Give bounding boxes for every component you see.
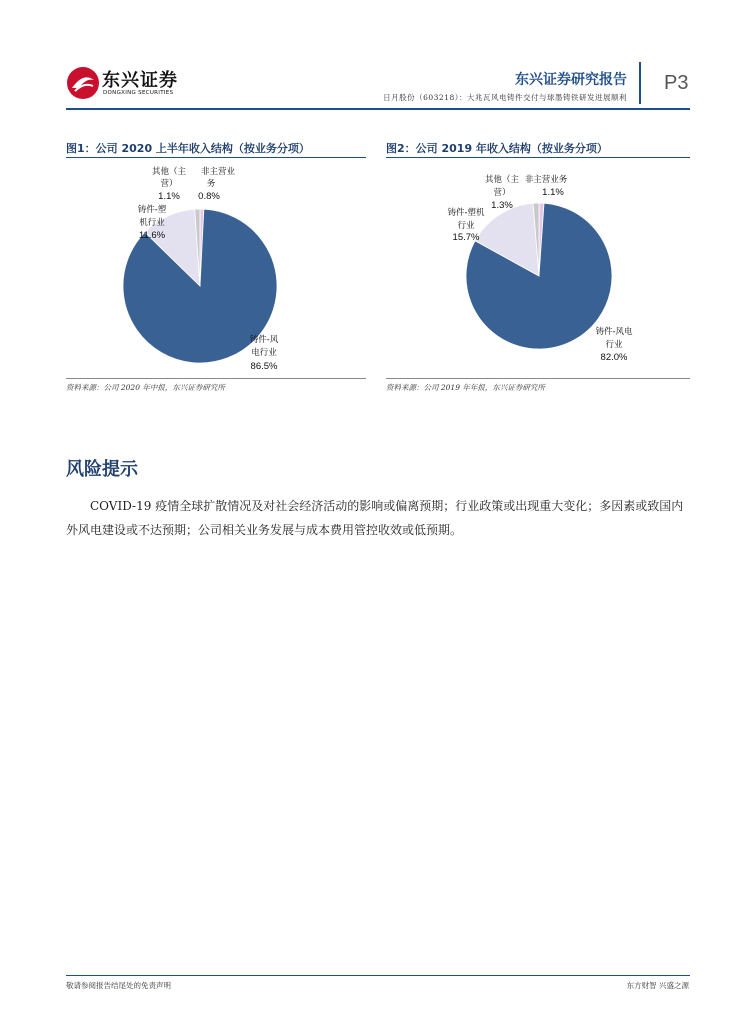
- figure-1-label-wind-line2: 电行业: [251, 348, 277, 358]
- figure-2-label-plastic-line2: 行业: [457, 221, 475, 231]
- footer-disclaimer: 敬请参阅报告结尾处的免责声明: [66, 981, 171, 990]
- figure-2-label-wind-line1: 铸件-风电: [595, 327, 633, 337]
- figure-2-caption: 图2：公司 2019 年收入结构（按业务分项）: [386, 142, 608, 155]
- figure-2-label-other-main-line1: 其他（主: [484, 175, 519, 185]
- figure-1-label-other-non-line2: 务: [206, 179, 216, 189]
- figure-1-label-plastic-line1: 铸件-塑: [137, 205, 167, 215]
- figure-2-bottom-rule: [386, 378, 690, 379]
- page-number: P3: [664, 72, 689, 94]
- figure-2-top-rule: [386, 157, 690, 158]
- figure-2-value-other-non: 1.1%: [542, 187, 564, 198]
- figure-2-value-other-main: 1.3%: [491, 200, 513, 211]
- figure-2-label-other-non: 非主营业务: [524, 175, 568, 185]
- footer-rule: [66, 975, 690, 976]
- logo-emblem-icon: [66, 66, 100, 100]
- section-title: 风险提示: [66, 459, 138, 480]
- footer-slogan: 东方财智 兴盛之源: [626, 981, 689, 990]
- figure-2-label-other-main-line2: 营）: [493, 188, 511, 198]
- figure-1-top-rule: [66, 157, 366, 158]
- section-paragraph: COVID-19 疫情全球扩散情况及对社会经济活动的影响或偏离预期；行业政策或出现重大变化；多因素或致国内外风电建设或不达预期；公司相关业务发展与成本费用管控收效或低预期。: [66, 499, 684, 537]
- report-brand-title: 东兴证券研究报告: [515, 72, 627, 88]
- logo-text: 东兴证券: [102, 70, 178, 91]
- figure-1-value-other-main: 1.1%: [158, 191, 180, 202]
- figure-1-source: 资料来源：公司 2020 年中报，东兴证券研究所: [66, 383, 225, 392]
- figure-1-value-other-non: 0.8%: [198, 191, 220, 202]
- figure-1-caption: 图1：公司 2020 上半年收入结构（按业务分项）: [66, 142, 310, 155]
- figure-2-source: 资料来源：公司 2019 年年报，东兴证券研究所: [386, 383, 545, 392]
- logo-subtext: DONGXING SECURITIES: [103, 90, 174, 96]
- header-divider: [639, 62, 641, 104]
- figure-2-label-wind-line2: 行业: [605, 340, 623, 350]
- figure-1-label-plastic-line2: 机行业: [139, 218, 165, 228]
- figure-1-label-other-main-line1: 其他（主: [151, 167, 186, 177]
- figure-2-label-plastic-line1: 铸件-塑机: [447, 208, 485, 218]
- figure-1-label-other-non-line1: 非主营业: [200, 167, 235, 177]
- figure-2-value-plastic: 15.7%: [452, 232, 480, 243]
- figure-1-bottom-rule: [66, 378, 366, 379]
- figure-1-label-wind-line1: 铸件-风: [249, 335, 279, 345]
- figure-1-label-other-main-line2: 营）: [160, 179, 178, 189]
- header-rule: [66, 108, 690, 110]
- figure-1-value-wind: 86.5%: [250, 361, 278, 372]
- figure-2-value-wind: 82.0%: [600, 352, 628, 363]
- figure-1-value-plastic: 11.6%: [138, 230, 166, 241]
- report-subtitle: 日月股份（603218）：大兆瓦风电铸件交付与球墨铸铁研发进展顺利: [383, 93, 627, 102]
